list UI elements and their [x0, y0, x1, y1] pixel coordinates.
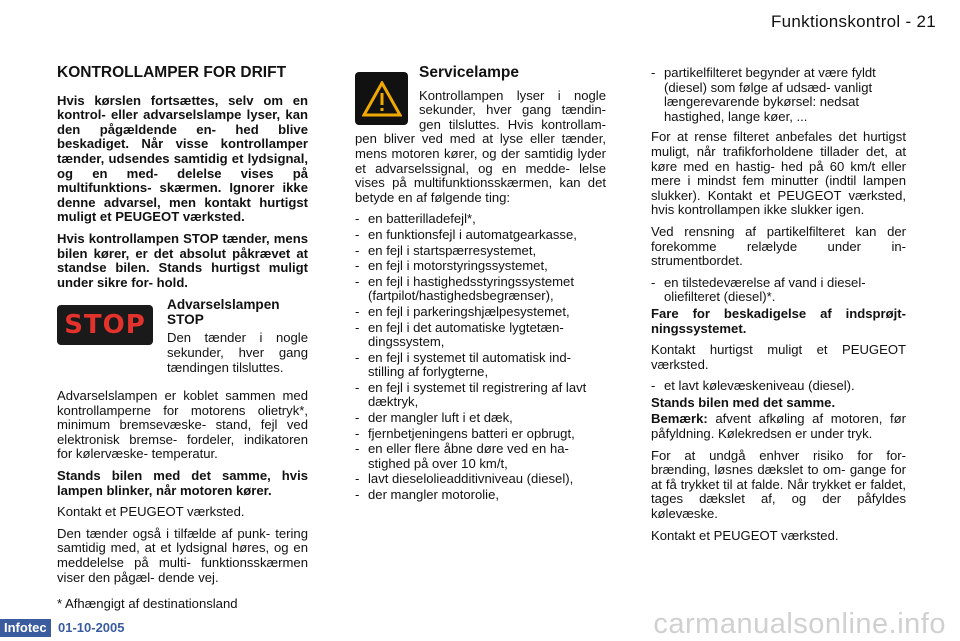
- bold-instruction: Stands bilen med det samme.: [651, 394, 836, 410]
- list-item: - partikelfilteret begynder at være fyldt (diesel) som følge af udsæd- vanligt længerevarende bykørsel: nedsat hastighed, lange køer, ...: [651, 66, 906, 124]
- list-item: - en fejl i det automatiske lygtetæn- dingssystem,: [355, 321, 606, 350]
- triangle-svg: [362, 81, 402, 117]
- paragraph: Kontrollampen lyser i nogle sekunder, hver gang tændin- gen tilsluttes. Hvis kontrollam- pen bliver ved med at lyse eller tænder, mens motoren kører, og der samtidig lyder et advarselssignal, og en medde- lelse vises på multifunktionsskærmen, kan det betyde en af følgende ting:: [355, 87, 606, 205]
- section-heading: Servicelampe: [419, 64, 519, 81]
- list-item: - lavt dieselolieadditivniveau (diesel),: [355, 472, 606, 487]
- list-item: - en fejl i systemet til registrering af lavt dæktryk,: [355, 381, 606, 410]
- list-item: - en funktionsfejl i automatgearkasse,: [355, 228, 606, 243]
- column-3: [651, 66, 906, 550]
- list-item: - en fejl i motorstyringssystemet,: [355, 259, 606, 274]
- list-item: - en fejl i startspærresystemet,: [355, 244, 606, 259]
- stop-lamp-block: [57, 297, 308, 382]
- warning-paragraph: Hvis kørslen fortsættes, selv om en kontrol- eller advarselslampe lyser, kan den pågældende en- hed blive beskadiget. Når visse kontrollamper tænder, udsendes samtidig et lydsignal, og en med- delelse vises på multifunktions- skærmen. Ignorer ikke denne advarsel, men kontakt hurtigst muligt et PEUGEOT værksted.: [57, 92, 308, 225]
- column-1: [57, 66, 308, 619]
- fault-list: [651, 379, 906, 394]
- paragraph: For at undgå enhver risiko for for- brænding, løsnes dækslet to om- gange for at få trykket til at falde. Når trykket er faldet, tages dækslet af, og der påfyldes kølevæske.: [651, 447, 906, 522]
- stop-lamp-title: Advarselslampen: [167, 297, 280, 313]
- list-item: - en tilstedeværelse af vand i diesel- oliefilteret (diesel)*.: [651, 276, 906, 305]
- list-item: - en fejl i hastighedsstyringssystemet (fartpilot/hastighedsbegrænser),: [355, 275, 606, 304]
- bold-instruction: Fare for beskadigelse af indsprøjt- ningssystemet.: [651, 305, 906, 336]
- list-item: - et lavt kølevæskeniveau (diesel).: [651, 379, 906, 394]
- note-paragraph: [651, 412, 906, 441]
- paragraph: Den tænder også i tilfælde af punk- tering samtidig med, at et lydsignal høres, og en meddelelse på multi- funktionsskærmen viser den pågæl- dende vej.: [57, 525, 308, 585]
- page-title: Funktionskontrol - 21: [770, 12, 936, 31]
- paragraph: For at rense filteret anbefales det hurtigst muligt, når trafikforholdene tillader det, at køre med en hastig- hed på 60 km/t eller mere i mindst fem minutter (indtil lampen slukker). Kontakt et PEUGEOT værksted, hvis kontrollampen ikke slukker igen.: [651, 129, 906, 218]
- stop-icon-label: STOP: [64, 310, 146, 341]
- fault-list: [355, 212, 606, 502]
- paragraph: Kontakt hurtigst muligt et PEUGEOT værksted.: [651, 342, 906, 372]
- note-label: Bemærk:: [651, 411, 708, 427]
- list-item: - der mangler luft i et dæk,: [355, 411, 606, 426]
- infotec-logo: Infotec: [0, 619, 51, 637]
- warning-triangle-icon: [355, 72, 408, 125]
- fault-list: [651, 66, 906, 124]
- list-item: - en fejl i systemet til automatisk ind- stilling af forlygterne,: [355, 351, 606, 380]
- list-item: - fjernbetjeningens batteri er opbrugt,: [355, 427, 606, 442]
- paragraph: Kontakt et PEUGEOT værksted.: [651, 527, 839, 543]
- list-item: - en fejl i parkeringshjælpesystemet,: [355, 305, 606, 320]
- list-item: - en batterilladefejl*,: [355, 212, 606, 227]
- list-item: - der mangler motorolie,: [355, 488, 606, 503]
- stop-lamp-title-2: STOP: [167, 312, 204, 328]
- footnote: * Afhængigt af destinationsland: [57, 596, 238, 612]
- stop-lamp-description: Den tænder i nogle sekunder, hver gang tændingen tilsluttes.: [167, 330, 308, 375]
- paragraph: Kontakt et PEUGEOT værksted.: [57, 504, 245, 520]
- fault-list: [651, 276, 906, 305]
- paragraph: Ved rensning af partikelfilteret kan der forekomme relælyde under in- strumentbordet.: [651, 223, 906, 269]
- section-heading: KONTROLLAMPER FOR DRIFT: [57, 64, 287, 81]
- list-item: - en eller flere åbne døre ved en ha- stighed på over 10 km/t,: [355, 442, 606, 471]
- column-2: [355, 66, 606, 509]
- footer-date: 01-10-2005: [58, 620, 125, 635]
- bold-instruction: Stands bilen med det samme, hvis lampen blinker, når motoren kører.: [57, 468, 308, 498]
- stop-warning-paragraph: Hvis kontrollampen STOP tænder, mens bilen kører, er det absolut påkrævet at standse bilen. Stands hurtigst muligt under sikre for- hold.: [57, 230, 308, 290]
- note-text: afvent afkøling af motoren, før påfyldning. Kølekredsen er under tryk.: [651, 411, 906, 442]
- paragraph: Advarselslampen er koblet sammen med kontrollamperne for motorens olietryk*, minimum bremsevæske- stand, fejl ved elektronisk bremse- fordeler, indikatoren for kølervæske- temperatur.: [57, 388, 308, 462]
- watermark: carmanualsonline.info: [653, 608, 946, 640]
- stop-lamp-icon: [57, 305, 153, 345]
